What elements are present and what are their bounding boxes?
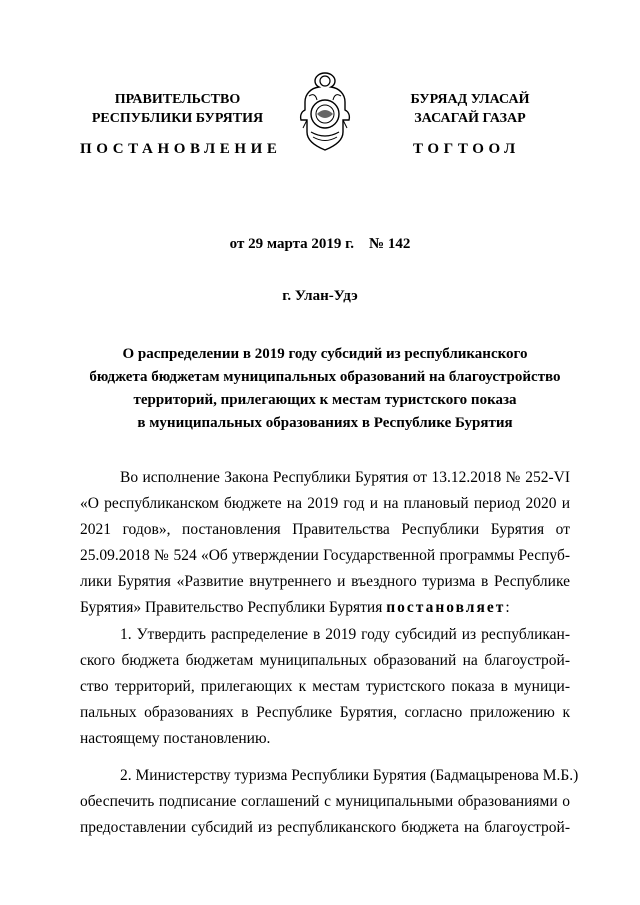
text-line: 1. Утвердить распределение в 2019 году субсидий из республикан- [120,626,570,643]
preamble-paragraph [80,465,570,621]
doc-type-ru: ПОСТАНОВЛЕНИЕ [80,141,282,157]
text-line: 2021 годов», постановления Правительства Республики Бурятия от [80,521,570,538]
text-line [80,595,570,621]
text-line: пальных образованиях в Республике Бурятия, согласно приложению к [80,704,570,721]
org-name-bua-line2: ЗАСАГАЙ ГАЗАР [414,111,526,126]
city: г. Улан-Удэ [282,288,358,304]
clause-1-paragraph [80,622,570,752]
title-line: территорий, прилегающих к местам туристского показа [133,392,517,408]
text-line: Во исполнение Закона Республики Бурятия от 13.12.2018 № 252-VI [120,469,570,486]
org-name-ru-line2: РЕСПУБЛИКИ БУРЯТИЯ [91,111,264,126]
title-line: в муниципальных образованиях в Республике Бурятия [137,415,513,431]
text-line: 2. Министерству туризма Республики Бурятия (Бадмацыренова М.Б.) [120,767,579,784]
text-line: ство территорий, прилегающих к местам туристского показа в муници- [80,678,570,695]
title-line: О распределении в 2019 году субсидий из республиканского [122,346,528,362]
org-name-bua-line1: БУРЯАД УЛАСАЙ [410,92,530,107]
doc-type-bua: ТОГТООЛ [413,141,520,157]
clause-2-paragraph [80,763,579,841]
date-and-number: от 29 марта 2019 г. № 142 [229,236,411,252]
org-name-ru-line1: ПРАВИТЕЛЬСТВО [114,92,241,107]
text-line: «О республиканском бюджете на 2019 год и на плановый период 2020 и [80,495,570,512]
title-line: бюджета бюджетам муниципальных образований на благоустройство [89,369,561,385]
coat-of-arms-icon [297,70,353,155]
text-fragment: Бурятия» Правительство Республики Бурятия [80,599,387,616]
header-right-org [380,90,560,128]
text-line: обеспечить подписание соглашений с муниципальными образованиями о [80,793,570,810]
text-line: предоставлении субсидий из республиканского бюджета на благоустрой- [80,819,570,836]
text-line: ского бюджета бюджетам муниципальных образований на благоустрой- [80,652,570,669]
text-fragment: : [505,599,510,616]
header-left-org [80,90,275,128]
text-line: 25.09.2018 № 524 «Об утверждении Государственной программы Респуб- [80,547,570,564]
text-line: настоящему постановлению. [80,730,271,747]
document-title [80,343,570,435]
resolves-keyword: постановляет [386,599,506,616]
text-line: лики Бурятия «Развитие внутреннего и въездного туризма в Республике [80,573,570,590]
